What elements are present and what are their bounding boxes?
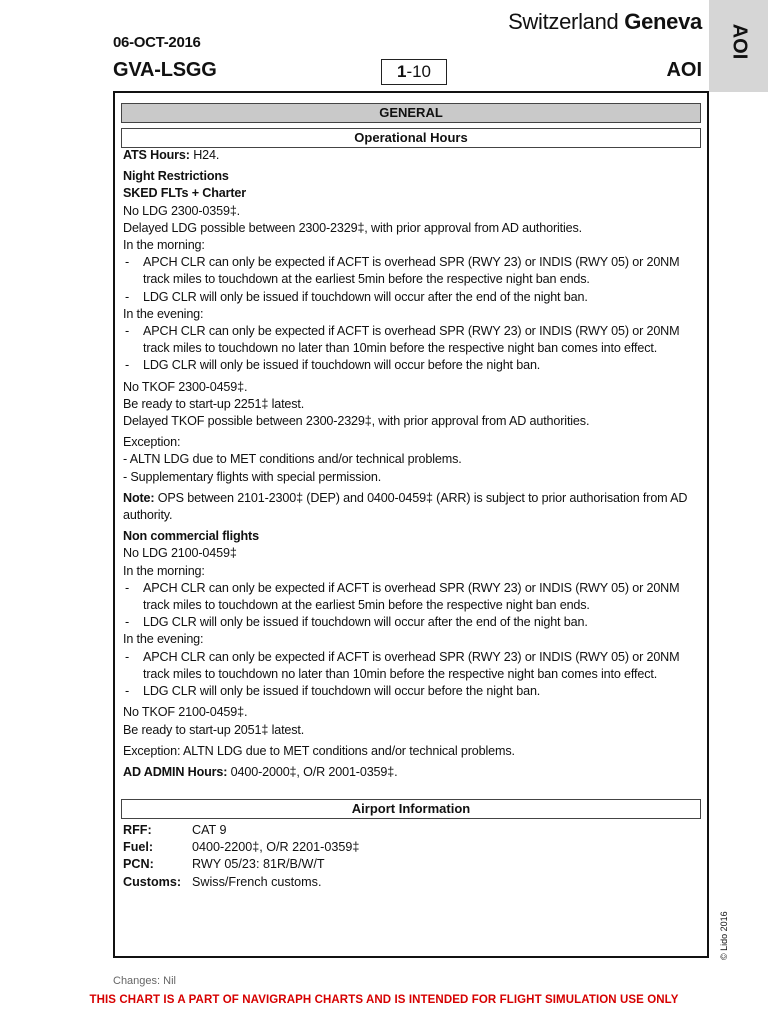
text-line: No TKOF 2100-0459‡. xyxy=(123,705,248,720)
airport-information-header: Airport Information xyxy=(121,799,701,819)
text-line: - Supplementary flights with special permission. xyxy=(123,469,382,484)
noncommercial-title: Non commercial flights xyxy=(123,529,259,544)
list-item: - LDG CLR will only be issued if touchdown will occur before the night ban. xyxy=(125,684,541,699)
list-item: - APCH CLR can only be expected if ACFT is overhead SPR (RWY 23) or INDIS (RWY 05) or 20NM track miles to touchdown at the earliest 5min before the respective night ban ends. xyxy=(125,255,680,287)
list-item: - APCH CLR can only be expected if ACFT is overhead SPR (RWY 23) or INDIS (RWY 05) or 20NM track miles to touchdown at the earliest 5min before the respective night ban ends. xyxy=(125,580,680,613)
text-line: Exception: ALTN LDG due to MET conditions and/or technical problems. xyxy=(123,743,515,758)
list-item: - LDG CLR will only be issued if touchdown will occur after the end of the night ban. xyxy=(125,289,588,304)
info-row: RFF: CAT 9 xyxy=(123,823,227,837)
list-item: - LDG CLR will only be issued if touchdown will occur before the night ban. xyxy=(125,358,541,373)
list-item: - APCH CLR can only be expected if ACFT is overhead SPR (RWY 23) or INDIS (RWY 05) or 20NM track miles to touchdown no later than 10min before the respective night ban comes into effect. xyxy=(125,649,680,681)
text-line: In the morning: xyxy=(123,563,205,578)
ats-hours: ATS Hours: H24. xyxy=(123,148,220,162)
info-row: PCN: RWY 05/23: 81R/B/W/T xyxy=(123,857,325,872)
general-header: GENERAL xyxy=(121,103,701,123)
text-line: Be ready to start-up 2051‡ latest. xyxy=(123,722,305,737)
simulation-disclaimer: THIS CHART IS A PART OF NAVIGRAPH CHARTS AND IS INTENDED FOR FLIGHT SIMULATION USE ONLY xyxy=(89,994,679,1006)
country-name: Switzerland xyxy=(508,9,619,34)
text-line: Exception: xyxy=(123,435,181,450)
text-line: In the morning: xyxy=(123,238,205,253)
sked-title: SKED FLTs + Charter xyxy=(123,186,246,201)
city-name: Geneva xyxy=(624,9,702,34)
effective-date: 06-OCT-2016 xyxy=(113,34,201,51)
text-line: No LDG 2300-0359‡. xyxy=(123,203,241,218)
ad-admin-hours: AD ADMIN Hours: 0400-2000‡, O/R 2001-0359‡. xyxy=(123,764,398,779)
text-line: Delayed LDG possible between 2300-2329‡, with prior approval from AD authorities. xyxy=(123,220,582,235)
text-line: No LDG 2100-0459‡ xyxy=(123,546,237,561)
text-line: No TKOF 2300-0459‡. xyxy=(123,379,248,394)
text-line: In the evening: xyxy=(123,306,204,321)
section-code: AOI xyxy=(666,59,702,81)
info-row: Customs: Swiss/French customs. xyxy=(123,874,322,889)
section-tab-label: AOI xyxy=(728,23,751,60)
copyright-notice: © Lido 2016 xyxy=(719,911,729,960)
section-tab[interactable] xyxy=(709,0,768,92)
text-line: - ALTN LDG due to MET conditions and/or technical problems. xyxy=(123,452,462,467)
operational-hours-header: Operational Hours xyxy=(121,128,701,148)
text-line: Delayed TKOF possible between 2300-2329‡, with prior approval from AD authorities. xyxy=(123,414,590,429)
changes-note: Changes: Nil xyxy=(113,975,176,987)
list-item: - APCH CLR can only be expected if ACFT is overhead SPR (RWY 23) or INDIS (RWY 05) or 20NM track miles to touchdown no later than 10min before the respective night ban comes into effect. xyxy=(125,324,680,356)
list-item: - LDG CLR will only be issued if touchdown will occur after the end of the night ban. xyxy=(125,615,588,630)
night-restrictions-title: Night Restrictions xyxy=(123,169,229,184)
text-line: Be ready to start-up 2251‡ latest. xyxy=(123,396,305,411)
text-line: In the evening: xyxy=(123,632,204,647)
location-title xyxy=(508,9,702,35)
airport-code: GVA-LSGG xyxy=(113,59,217,81)
operational-hours-body xyxy=(123,147,701,781)
page-number: 1-10 xyxy=(381,59,447,85)
info-row: Fuel: 0400-2200‡, O/R 2201-0359‡ xyxy=(123,840,360,855)
airport-information-body xyxy=(123,822,359,891)
content-frame xyxy=(113,91,709,958)
note: Note: OPS between 2101-2300‡ (DEP) and 0400-0459‡ (ARR) is subject to prior authorisation from AD authority. xyxy=(123,490,688,523)
